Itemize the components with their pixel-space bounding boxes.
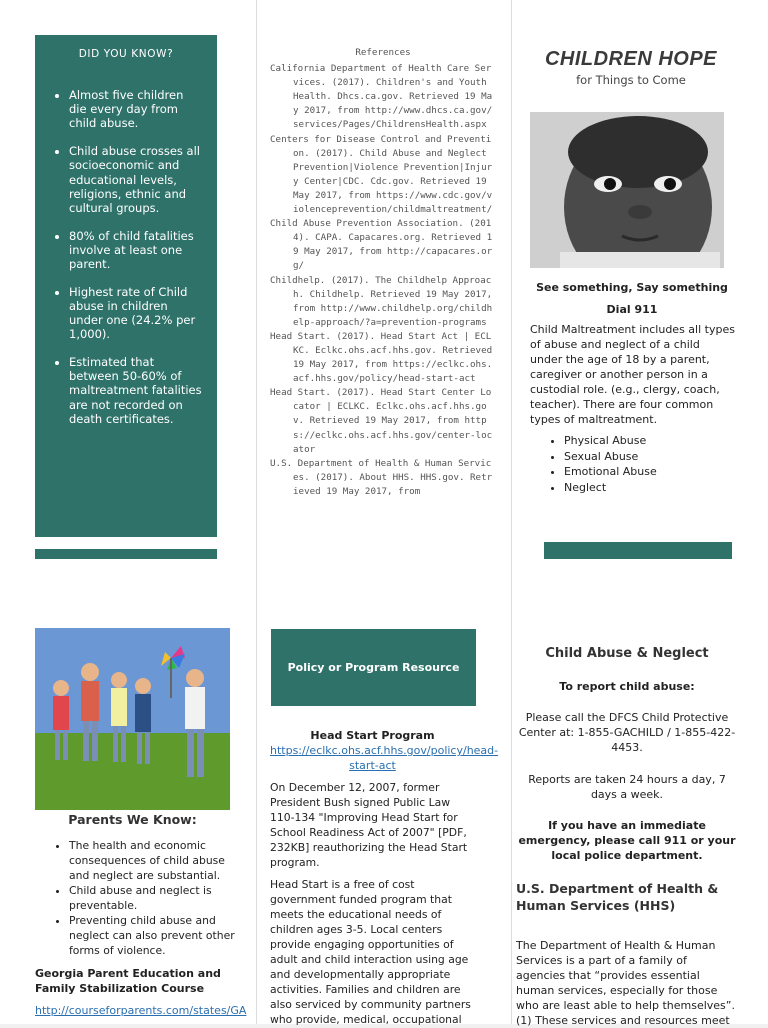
course-link[interactable]: http://courseforparents.com/states/GA xyxy=(35,1004,247,1017)
report-heading: To report child abuse: xyxy=(559,680,695,693)
reference-item: Centers for Disease Control and Prevention. (2017). Child Abuse and Neglect Prevention|Violence Prevention|Injury Center|CDC. Cdc.gov. Retrieved 19 May 2017, from https://www.cdc.gov/violenceprevention/childmaltreatment/ xyxy=(270,133,493,216)
parents-item: • The health and economic consequences of child abuse and neglect are substantial. xyxy=(69,838,235,883)
dial-911-text: Dial 911 xyxy=(606,303,658,316)
child-photo xyxy=(530,112,724,268)
brand-title: CHILDREN HOPE xyxy=(544,48,718,70)
fact-item: • 80% of child fatalities involve at least one parent. xyxy=(69,229,203,272)
maltreatment-text: Child Maltreatment includes all types of abuse and neglect of a child under the age of 18 by a parent, caregiver or another person in a custodial role. (e.g., clergy, coach, teacher). There are four common types of maltreatment. xyxy=(530,323,735,426)
reference-item: U.S. Department of Health & Human Services. (2017). About HHS. HHS.gov. Retrieved 19 May 2017, from xyxy=(270,457,493,497)
fact-item: • Child abuse crosses all socioeconomic and educational levels, religions, ethnic and cultural groups. xyxy=(69,144,203,215)
reference-item: Head Start. (2017). Head Start Center Locator | ECLKC. Eclkc.ohs.acf.hhs.gov. Retrieved 19 May 2017, from https://eclkc.ohs.acf.hhs.gov/center-locator xyxy=(270,387,493,455)
head-start-paragraph: Head Start is a free of cost government funded program that meets the educational needs of children ages 3-5. Local centers provide engaging opportunities of adult and child interaction using age and developmentally appropriate activities. Families and children are also serviced by community partners who provide, medical, occupational xyxy=(270,878,471,1026)
hhs-title: U.S. Department of Health & Human Services (HHS) xyxy=(516,881,719,913)
emergency-text: If you have an immediate emergency, please call 911 or your local police department. xyxy=(518,819,736,862)
facts-list xyxy=(35,88,217,426)
reference-item: Childhelp. (2017). The Childhelp Approach. Childhelp. Retrieved 19 May 2017, from http://www.childhelp.org/childhelp-approach/?a=prevention-programs xyxy=(270,274,493,328)
head-start-link[interactable]: https://eclkc.ohs.acf.hhs.gov/policy/head-start-act xyxy=(270,744,499,772)
references xyxy=(270,46,496,536)
say-something-block xyxy=(530,277,734,321)
head-start-title: Head Start Program xyxy=(310,729,435,742)
maltreatment-type: • Sexual Abuse xyxy=(564,449,735,464)
brand-subtitle: for Things to Come xyxy=(576,73,686,87)
maltreatment-section xyxy=(530,322,735,495)
maltreatment-type: • Neglect xyxy=(564,480,735,495)
reports-hours-text: Reports are taken 24 hours a day, 7 days a week. xyxy=(528,773,726,801)
child-face-illustration xyxy=(530,112,724,268)
hhs-text: The Department of Health & Human Services is a part of a family of agencies that “provides essential human services, especially for those who are least able to help themselves”. (1) These services and resources meet xyxy=(516,939,735,1027)
kids-photo xyxy=(35,628,230,810)
reference-item: Head Start. (2017). Head Start Act | ECLKC. Eclkc.ohs.acf.hhs.gov. Retrieved 19 May 2017, from https://eclkc.ohs.acf.hhs.gov/policy/head-start-act xyxy=(270,330,493,385)
did-you-know-title: DID YOU KNOW? xyxy=(78,48,174,60)
parents-title: Parents We Know: xyxy=(68,812,197,827)
references-title: References xyxy=(355,47,411,58)
divider-bar xyxy=(35,549,217,559)
did-you-know-box xyxy=(35,35,217,537)
see-something-text: See something, Say something xyxy=(536,281,728,294)
reference-item: California Department of Health Care Services. (2017). Children's and Youth Health. Dhcs.ca.gov. Retrieved 19 May 2017, from http://www.dhcs.ca.gov/services/Pages/ChildrensHealth.aspx xyxy=(270,63,493,131)
divider-bar xyxy=(544,542,732,559)
parents-list xyxy=(35,838,235,958)
policy-box xyxy=(271,629,476,706)
reference-item: Child Abuse Prevention Association. (2014). CAPA. Capacares.org. Retrieved 19 May 2017, from http://capacares.org/ xyxy=(270,218,493,272)
maltreatment-type: • Emotional Abuse xyxy=(564,464,735,479)
head-start-block xyxy=(270,728,499,773)
fact-item: • Almost five children die every day from child abuse. xyxy=(69,88,203,131)
maltreatment-types-list xyxy=(530,433,735,495)
course-title: Georgia Parent Education and Family Stabilization Course xyxy=(35,967,221,995)
abuse-title: Child Abuse & Neglect xyxy=(545,646,709,661)
fact-item: • Estimated that between 50-60% of maltreatment fatalities are not recorded on death certificates. xyxy=(69,355,203,426)
kids-field-illustration xyxy=(35,628,230,810)
parents-item: • Preventing child abuse and neglect can also prevent other forms of violence. xyxy=(69,913,235,958)
parents-item: • Child abuse and neglect is preventable. xyxy=(69,883,235,913)
brand-header xyxy=(520,48,742,87)
dfcs-call-text: Please call the DFCS Child Protective Center at: 1-855-GACHILD / 1-855-422-4453. xyxy=(518,711,736,754)
policy-box-title: Policy or Program Resource xyxy=(287,660,460,674)
head-start-paragraph: On December 12, 2007, former President Bush signed Public Law 110-134 "Improving Head Start for School Readiness Act of 2007" [PDF, 232KB] reauthorizing the Head Start program. xyxy=(270,781,468,869)
fact-item: • Highest rate of Child abuse in children under one (24.2% per 1,000). xyxy=(69,285,203,342)
maltreatment-type: • Physical Abuse xyxy=(564,433,735,448)
